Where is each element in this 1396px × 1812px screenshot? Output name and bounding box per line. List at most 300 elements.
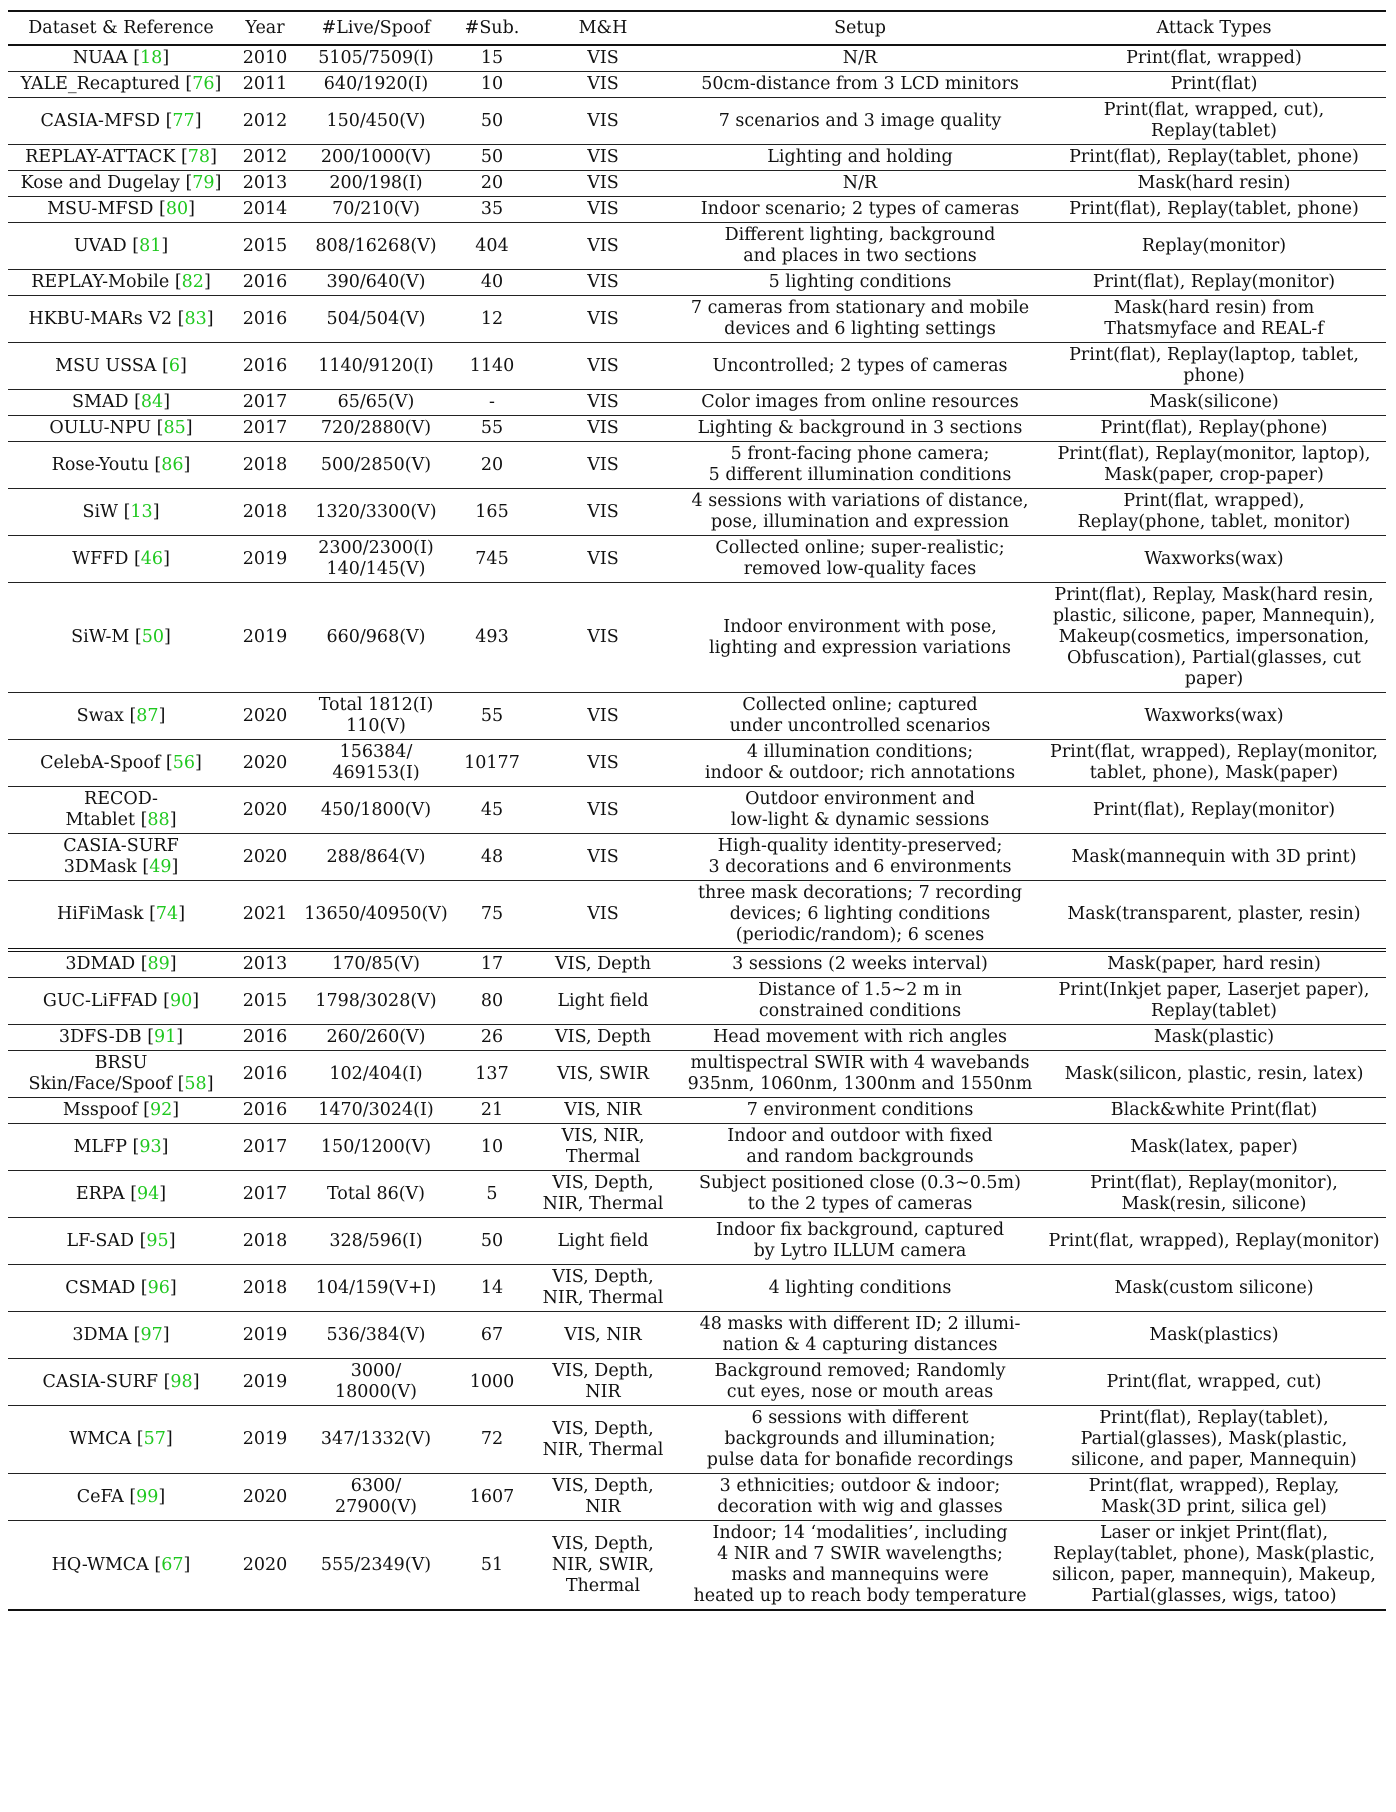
live-spoof-cell: 170/85(V) bbox=[296, 950, 456, 978]
setup-cell: 4 illumination conditions; indoor & outdoor; rich annotations bbox=[678, 740, 1042, 787]
table-row bbox=[8, 787, 1386, 834]
dataset-cell: NUAA [18] bbox=[8, 45, 234, 72]
citation-link[interactable]: 67 bbox=[161, 1554, 184, 1575]
attack-types-cell: Print(flat), Replay(phone) bbox=[1042, 416, 1386, 442]
setup-cell: Indoor and outdoor with fixed and random backgrounds bbox=[678, 1124, 1042, 1171]
citation-link[interactable]: 94 bbox=[137, 1183, 160, 1204]
modality-cell: VIS bbox=[528, 171, 678, 197]
table-row bbox=[8, 1406, 1386, 1474]
table-row bbox=[8, 834, 1386, 881]
attack-types-cell: Mask(silicone) bbox=[1042, 390, 1386, 416]
modality-cell: VIS, NIR bbox=[528, 1312, 678, 1359]
dataset-name: Rose-Youtu bbox=[51, 454, 149, 475]
dataset-name: CelebA-Spoof bbox=[40, 752, 161, 773]
dataset-name: CASIA-SURF 3DMask bbox=[63, 836, 179, 877]
table-row bbox=[8, 145, 1386, 171]
live-spoof-cell: 328/596(I) bbox=[296, 1218, 456, 1265]
modality-cell: VIS bbox=[528, 197, 678, 223]
header-subjects: #Sub. bbox=[456, 11, 528, 45]
table-row bbox=[8, 72, 1386, 98]
citation-link[interactable]: 58 bbox=[184, 1074, 207, 1094]
dataset-name: MLFP bbox=[73, 1136, 127, 1157]
dataset-cell: RECOD- Mtablet [88] bbox=[8, 787, 234, 834]
dataset-name: MSU-MFSD bbox=[47, 199, 154, 219]
modality-cell: VIS bbox=[528, 834, 678, 881]
attack-types-cell: Print(flat, wrapped) bbox=[1042, 45, 1386, 72]
dataset-name: YALE_Recaptured bbox=[20, 74, 180, 94]
live-spoof-cell: 536/384(V) bbox=[296, 1312, 456, 1359]
dataset-name: 3DFS-DB bbox=[58, 1027, 142, 1047]
modality-cell: VIS bbox=[528, 98, 678, 145]
dataset-name: NUAA bbox=[72, 48, 128, 68]
live-spoof-cell: 156384/ 469153(I) bbox=[296, 740, 456, 787]
citation-link[interactable]: 46 bbox=[140, 548, 164, 569]
dataset-cell: Kose and Dugelay [79] bbox=[8, 171, 234, 197]
modality-cell: VIS bbox=[528, 223, 678, 270]
citation-link[interactable]: 88 bbox=[147, 810, 170, 830]
table-row bbox=[8, 740, 1386, 787]
attack-types-cell: Print(flat), Replay(monitor) bbox=[1042, 787, 1386, 834]
dataset-name: SiW-M bbox=[71, 627, 130, 647]
dataset-cell: HiFiMask [74] bbox=[8, 881, 234, 951]
year-cell: 2013 bbox=[234, 950, 296, 978]
live-spoof-cell: 347/1332(V) bbox=[296, 1406, 456, 1474]
table-row bbox=[8, 693, 1386, 740]
citation-link[interactable]: 85 bbox=[163, 418, 186, 438]
setup-cell: Head movement with rich angles bbox=[678, 1025, 1042, 1051]
live-spoof-cell: 200/1000(V) bbox=[296, 145, 456, 171]
citation-link[interactable]: 13 bbox=[130, 501, 153, 522]
subjects-cell: 15 bbox=[456, 45, 528, 72]
table-row bbox=[8, 950, 1386, 978]
year-cell: 2020 bbox=[234, 693, 296, 740]
modality-cell: VIS, Depth, NIR, Thermal bbox=[528, 1171, 678, 1218]
table-row bbox=[8, 978, 1386, 1025]
dataset-cell: REPLAY-ATTACK [78] bbox=[8, 145, 234, 171]
attack-types-cell: Print(flat), Replay, Mask(hard resin, plastic, silicone, paper, Mannequin), Makeup(cosmetics, impersonation, Obfuscation), Partial(glasses, cut paper) bbox=[1042, 583, 1386, 693]
dataset-cell: 3DMA [97] bbox=[8, 1312, 234, 1359]
modality-cell: VIS bbox=[528, 583, 678, 693]
live-spoof-cell: 13650/40950(V) bbox=[296, 881, 456, 951]
live-spoof-cell: 150/450(V) bbox=[296, 98, 456, 145]
modality-cell: VIS, Depth bbox=[528, 1025, 678, 1051]
year-cell: 2018 bbox=[234, 1218, 296, 1265]
subjects-cell: 80 bbox=[456, 978, 528, 1025]
year-cell: 2019 bbox=[234, 1312, 296, 1359]
attack-types-cell: Mask(plastics) bbox=[1042, 1312, 1386, 1359]
live-spoof-cell: 3000/ 18000(V) bbox=[296, 1359, 456, 1406]
live-spoof-cell: 1140/9120(I) bbox=[296, 343, 456, 390]
year-cell: 2020 bbox=[234, 834, 296, 881]
year-cell: 2020 bbox=[234, 740, 296, 787]
multimodal-section bbox=[8, 950, 1386, 1610]
year-cell: 2016 bbox=[234, 343, 296, 390]
dataset-cell: CASIA-MFSD [77] bbox=[8, 98, 234, 145]
rgb-section bbox=[8, 45, 1386, 950]
citation-link[interactable]: 56 bbox=[172, 752, 196, 773]
table-row bbox=[8, 442, 1386, 489]
table-row bbox=[8, 197, 1386, 223]
subjects-cell: 48 bbox=[456, 834, 528, 881]
setup-cell: Indoor; 14 ‘modalities’, including 4 NIR and 7 SWIR wavelengths; masks and mannequins were heated up to reach body temperature bbox=[678, 1521, 1042, 1611]
setup-cell: 5 lighting conditions bbox=[678, 270, 1042, 296]
citation-link[interactable]: 74 bbox=[155, 904, 179, 924]
attack-types-cell: Mask(hard resin) bbox=[1042, 171, 1386, 197]
attack-types-cell: Black&white Print(flat) bbox=[1042, 1098, 1386, 1124]
table-row bbox=[8, 489, 1386, 536]
live-spoof-cell: 500/2850(V) bbox=[296, 442, 456, 489]
year-cell: 2019 bbox=[234, 536, 296, 583]
table-row bbox=[8, 1051, 1386, 1098]
setup-cell: 4 lighting conditions bbox=[678, 1265, 1042, 1312]
subjects-cell: 17 bbox=[456, 950, 528, 978]
table-row bbox=[8, 1265, 1386, 1312]
modality-cell: VIS, Depth, NIR, Thermal bbox=[528, 1406, 678, 1474]
header-attack-types: Attack Types bbox=[1042, 11, 1386, 45]
modality-cell: VIS bbox=[528, 343, 678, 390]
dataset-name: GUC-LiFFAD bbox=[42, 990, 158, 1011]
attack-types-cell: Print(flat), Replay(tablet, phone) bbox=[1042, 197, 1386, 223]
citation-link[interactable]: 76 bbox=[192, 74, 215, 94]
dataset-name: Msspoof bbox=[62, 1100, 138, 1120]
header-modality: M&H bbox=[528, 11, 678, 45]
attack-types-cell: Print(Inkjet paper, Laserjet paper), Replay(tablet) bbox=[1042, 978, 1386, 1025]
year-cell: 2020 bbox=[234, 1474, 296, 1521]
setup-cell: High-quality identity-preserved; 3 decorations and 6 environments bbox=[678, 834, 1042, 881]
setup-cell: 48 masks with different ID; 2 illumi- nation & 4 capturing distances bbox=[678, 1312, 1042, 1359]
dataset-name: HKBU-MARs V2 bbox=[28, 308, 173, 329]
table-row bbox=[8, 1521, 1386, 1611]
citation-link[interactable]: 92 bbox=[149, 1100, 173, 1120]
citation-link[interactable]: 96 bbox=[147, 1277, 170, 1298]
dataset-name: SMAD bbox=[71, 392, 129, 412]
dataset-cell: ERPA [94] bbox=[8, 1171, 234, 1218]
setup-cell: Indoor environment with pose, lighting and expression variations bbox=[678, 583, 1042, 693]
modality-cell: VIS bbox=[528, 442, 678, 489]
dataset-cell: CASIA-SURF 3DMask [49] bbox=[8, 834, 234, 881]
year-cell: 2015 bbox=[234, 978, 296, 1025]
table-row bbox=[8, 296, 1386, 343]
attack-types-cell: Print(flat), Replay(laptop, tablet, phone) bbox=[1042, 343, 1386, 390]
setup-cell: multispectral SWIR with 4 wavebands 935nm, 1060nm, 1300nm and 1550nm bbox=[678, 1051, 1042, 1098]
year-cell: 2016 bbox=[234, 1098, 296, 1124]
citation-link[interactable]: 78 bbox=[187, 147, 211, 167]
modality-cell: VIS, Depth bbox=[528, 950, 678, 978]
modality-cell: VIS, NIR bbox=[528, 1098, 678, 1124]
setup-cell: 7 scenarios and 3 image quality bbox=[678, 98, 1042, 145]
attack-types-cell: Mask(transparent, plaster, resin) bbox=[1042, 881, 1386, 951]
attack-types-cell: Print(flat), Replay(tablet, phone) bbox=[1042, 145, 1386, 171]
setup-cell: Lighting and holding bbox=[678, 145, 1042, 171]
live-spoof-cell: 390/640(V) bbox=[296, 270, 456, 296]
table-row bbox=[8, 270, 1386, 296]
live-spoof-cell: 1320/3300(V) bbox=[296, 489, 456, 536]
dataset-cell: HQ-WMCA [67] bbox=[8, 1521, 234, 1611]
live-spoof-cell: 104/159(V+I) bbox=[296, 1265, 456, 1312]
dataset-cell: BRSU Skin/Face/Spoof [58] bbox=[8, 1051, 234, 1098]
year-cell: 2017 bbox=[234, 390, 296, 416]
table-row bbox=[8, 1025, 1386, 1051]
table-row bbox=[8, 45, 1386, 72]
datasets-table bbox=[8, 10, 1386, 1611]
citation-link[interactable]: 89 bbox=[147, 954, 170, 974]
dataset-cell: REPLAY-Mobile [82] bbox=[8, 270, 234, 296]
dataset-cell: Swax [87] bbox=[8, 693, 234, 740]
attack-types-cell: Mask(hard resin) from Thatsmyface and REAL-f bbox=[1042, 296, 1386, 343]
attack-types-cell: Print(flat) bbox=[1042, 72, 1386, 98]
dataset-cell: Msspoof [92] bbox=[8, 1098, 234, 1124]
citation-link[interactable]: 6 bbox=[168, 355, 180, 376]
dataset-cell: CSMAD [96] bbox=[8, 1265, 234, 1312]
subjects-cell: 55 bbox=[456, 693, 528, 740]
citation-link[interactable]: 98 bbox=[170, 1371, 193, 1392]
live-spoof-cell: 555/2349(V) bbox=[296, 1521, 456, 1611]
setup-cell: 3 ethnicities; outdoor & indoor; decoration with wig and glasses bbox=[678, 1474, 1042, 1521]
citation-link[interactable]: 79 bbox=[192, 173, 215, 193]
setup-cell: 50cm-distance from 3 LCD minitors bbox=[678, 72, 1042, 98]
subjects-cell: 20 bbox=[456, 171, 528, 197]
citation-link[interactable]: 95 bbox=[146, 1230, 169, 1251]
subjects-cell: 493 bbox=[456, 583, 528, 693]
attack-types-cell: Mask(latex, paper) bbox=[1042, 1124, 1386, 1171]
modality-cell: VIS, NIR, Thermal bbox=[528, 1124, 678, 1171]
year-cell: 2018 bbox=[234, 442, 296, 489]
citation-link[interactable]: 91 bbox=[154, 1027, 177, 1047]
live-spoof-cell: 200/198(I) bbox=[296, 171, 456, 197]
attack-types-cell: Mask(custom silicone) bbox=[1042, 1265, 1386, 1312]
attack-types-cell: Print(flat, wrapped), Replay(phone, tablet, monitor) bbox=[1042, 489, 1386, 536]
dataset-cell: OULU-NPU [85] bbox=[8, 416, 234, 442]
subjects-cell: - bbox=[456, 390, 528, 416]
header-dataset: Dataset & Reference bbox=[8, 11, 234, 45]
subjects-cell: 745 bbox=[456, 536, 528, 583]
modality-cell: VIS, Depth, NIR, SWIR, Thermal bbox=[528, 1521, 678, 1611]
dataset-cell: SMAD [84] bbox=[8, 390, 234, 416]
attack-types-cell: Print(flat, wrapped, cut) bbox=[1042, 1359, 1386, 1406]
modality-cell: VIS, Depth, NIR bbox=[528, 1474, 678, 1521]
attack-types-cell: Replay(monitor) bbox=[1042, 223, 1386, 270]
citation-link[interactable]: 49 bbox=[149, 857, 172, 877]
year-cell: 2017 bbox=[234, 416, 296, 442]
setup-cell: Distance of 1.5∼2 m in constrained conditions bbox=[678, 978, 1042, 1025]
citation-link[interactable]: 57 bbox=[143, 1429, 166, 1449]
dataset-name: 3DMA bbox=[72, 1324, 129, 1345]
table-row bbox=[8, 1171, 1386, 1218]
modality-cell: VIS bbox=[528, 145, 678, 171]
subjects-cell: 1000 bbox=[456, 1359, 528, 1406]
setup-cell: 7 cameras from stationary and mobile devices and 6 lighting settings bbox=[678, 296, 1042, 343]
dataset-cell: 3DFS-DB [91] bbox=[8, 1025, 234, 1051]
live-spoof-cell: 808/16268(V) bbox=[296, 223, 456, 270]
dataset-name: CASIA-MFSD bbox=[40, 110, 161, 131]
dataset-cell: CASIA-SURF [98] bbox=[8, 1359, 234, 1406]
live-spoof-cell: 2300/2300(I) 140/145(V) bbox=[296, 536, 456, 583]
live-spoof-cell: 260/260(V) bbox=[296, 1025, 456, 1051]
setup-cell: N/R bbox=[678, 171, 1042, 197]
dataset-name: UVAD bbox=[73, 235, 127, 256]
setup-cell: Color images from online resources bbox=[678, 390, 1042, 416]
table-row bbox=[8, 390, 1386, 416]
citation-link[interactable]: 77 bbox=[172, 110, 195, 131]
attack-types-cell: Print(flat), Replay(monitor) bbox=[1042, 270, 1386, 296]
subjects-cell: 10 bbox=[456, 1124, 528, 1171]
dataset-name: 3DMAD bbox=[65, 954, 136, 974]
subjects-cell: 50 bbox=[456, 98, 528, 145]
dataset-cell: GUC-LiFFAD [90] bbox=[8, 978, 234, 1025]
attack-types-cell: Mask(paper, hard resin) bbox=[1042, 950, 1386, 978]
setup-cell: 5 front-facing phone camera; 5 different illumination conditions bbox=[678, 442, 1042, 489]
modality-cell: VIS bbox=[528, 536, 678, 583]
live-spoof-cell: 720/2880(V) bbox=[296, 416, 456, 442]
attack-types-cell: Laser or inkjet Print(flat), Replay(tablet, phone), Mask(plastic, silicon, paper, mannequin), Makeup, Partial(glasses, wigs, tatoo) bbox=[1042, 1521, 1386, 1611]
setup-cell: 6 sessions with different backgrounds and illumination; pulse data for bonafide recordings bbox=[678, 1406, 1042, 1474]
dataset-cell: LF-SAD [95] bbox=[8, 1218, 234, 1265]
subjects-cell: 1607 bbox=[456, 1474, 528, 1521]
subjects-cell: 45 bbox=[456, 787, 528, 834]
attack-types-cell: Print(flat), Replay(monitor), Mask(resin, silicone) bbox=[1042, 1171, 1386, 1218]
dataset-name: WMCA bbox=[69, 1429, 132, 1449]
dataset-name: HiFiMask bbox=[56, 904, 144, 924]
modality-cell: VIS, SWIR bbox=[528, 1051, 678, 1098]
table-row bbox=[8, 343, 1386, 390]
subjects-cell: 50 bbox=[456, 145, 528, 171]
dataset-name: SiW bbox=[82, 501, 119, 522]
dataset-name: WFFD bbox=[72, 548, 129, 569]
header-setup: Setup bbox=[678, 11, 1042, 45]
dataset-cell: MSU USSA [6] bbox=[8, 343, 234, 390]
dataset-name: LF-SAD bbox=[66, 1230, 135, 1251]
subjects-cell: 51 bbox=[456, 1521, 528, 1611]
header-year: Year bbox=[234, 11, 296, 45]
live-spoof-cell: 660/968(V) bbox=[296, 583, 456, 693]
year-cell: 2015 bbox=[234, 223, 296, 270]
setup-cell: N/R bbox=[678, 45, 1042, 72]
year-cell: 2016 bbox=[234, 296, 296, 343]
setup-cell: Background removed; Randomly cut eyes, nose or mouth areas bbox=[678, 1359, 1042, 1406]
dataset-name: Swax bbox=[76, 705, 124, 726]
citation-link[interactable]: 80 bbox=[165, 199, 189, 219]
modality-cell: VIS bbox=[528, 787, 678, 834]
subjects-cell: 40 bbox=[456, 270, 528, 296]
year-cell: 2018 bbox=[234, 489, 296, 536]
dataset-name: CSMAD bbox=[65, 1277, 136, 1298]
modality-cell: VIS, Depth, NIR bbox=[528, 1359, 678, 1406]
live-spoof-cell: Total 1812(I) 110(V) bbox=[296, 693, 456, 740]
dataset-cell: CelebA-Spoof [56] bbox=[8, 740, 234, 787]
modality-cell: VIS bbox=[528, 881, 678, 951]
table-row bbox=[8, 223, 1386, 270]
dataset-name: Kose and Dugelay bbox=[20, 173, 180, 193]
year-cell: 2017 bbox=[234, 1124, 296, 1171]
header-row bbox=[8, 11, 1386, 45]
live-spoof-cell: 70/210(V) bbox=[296, 197, 456, 223]
year-cell: 2021 bbox=[234, 881, 296, 951]
dataset-cell: MSU-MFSD [80] bbox=[8, 197, 234, 223]
setup-cell: Indoor scenario; 2 types of cameras bbox=[678, 197, 1042, 223]
table-row bbox=[8, 98, 1386, 145]
setup-cell: Outdoor environment and low-light & dynamic sessions bbox=[678, 787, 1042, 834]
table-row bbox=[8, 416, 1386, 442]
table-row bbox=[8, 1359, 1386, 1406]
live-spoof-cell: 65/65(V) bbox=[296, 390, 456, 416]
subjects-cell: 10 bbox=[456, 72, 528, 98]
setup-cell: Collected online; super-realistic; removed low-quality faces bbox=[678, 536, 1042, 583]
dataset-name: HQ-WMCA bbox=[51, 1554, 149, 1575]
year-cell: 2016 bbox=[234, 1051, 296, 1098]
setup-cell: three mask decorations; 7 recording devices; 6 lighting conditions (periodic/random); 6 scenes bbox=[678, 881, 1042, 951]
table-row bbox=[8, 1098, 1386, 1124]
dataset-name: REPLAY-Mobile bbox=[31, 272, 170, 292]
dataset-name: CASIA-SURF bbox=[42, 1371, 159, 1392]
setup-cell: Subject positioned close (0.3∼0.5m) to the 2 types of cameras bbox=[678, 1171, 1042, 1218]
subjects-cell: 55 bbox=[456, 416, 528, 442]
setup-cell: 3 sessions (2 weeks interval) bbox=[678, 950, 1042, 978]
citation-link[interactable]: 84 bbox=[140, 392, 164, 412]
citation-link[interactable]: 81 bbox=[139, 235, 162, 256]
attack-types-cell: Waxworks(wax) bbox=[1042, 536, 1386, 583]
setup-cell: Indoor fix background, captured by Lytro ILLUM camera bbox=[678, 1218, 1042, 1265]
modality-cell: VIS bbox=[528, 45, 678, 72]
subjects-cell: 35 bbox=[456, 197, 528, 223]
attack-types-cell: Mask(mannequin with 3D print) bbox=[1042, 834, 1386, 881]
live-spoof-cell: 150/1200(V) bbox=[296, 1124, 456, 1171]
year-cell: 2019 bbox=[234, 1359, 296, 1406]
setup-cell: Different lighting, background and places in two sections bbox=[678, 223, 1042, 270]
citation-link[interactable]: 99 bbox=[136, 1486, 159, 1507]
header-live-spoof: #Live/Spoof bbox=[296, 11, 456, 45]
subjects-cell: 1140 bbox=[456, 343, 528, 390]
citation-link[interactable]: 93 bbox=[139, 1136, 162, 1157]
table-row bbox=[8, 536, 1386, 583]
citation-link[interactable]: 97 bbox=[140, 1324, 163, 1345]
citation-link[interactable]: 50 bbox=[141, 627, 164, 647]
subjects-cell: 50 bbox=[456, 1218, 528, 1265]
modality-cell: VIS bbox=[528, 489, 678, 536]
dataset-cell: WFFD [46] bbox=[8, 536, 234, 583]
citation-link[interactable]: 18 bbox=[140, 48, 163, 68]
attack-types-cell: Mask(silicon, plastic, resin, latex) bbox=[1042, 1051, 1386, 1098]
dataset-cell: UVAD [81] bbox=[8, 223, 234, 270]
subjects-cell: 67 bbox=[456, 1312, 528, 1359]
attack-types-cell: Print(flat, wrapped), Replay(monitor, tablet, phone), Mask(paper) bbox=[1042, 740, 1386, 787]
live-spoof-cell: 1798/3028(V) bbox=[296, 978, 456, 1025]
dataset-cell: MLFP [93] bbox=[8, 1124, 234, 1171]
modality-cell: VIS bbox=[528, 296, 678, 343]
dataset-cell: WMCA [57] bbox=[8, 1406, 234, 1474]
year-cell: 2020 bbox=[234, 1521, 296, 1611]
subjects-cell: 12 bbox=[456, 296, 528, 343]
dataset-cell: Rose-Youtu [86] bbox=[8, 442, 234, 489]
subjects-cell: 14 bbox=[456, 1265, 528, 1312]
live-spoof-cell: 450/1800(V) bbox=[296, 787, 456, 834]
modality-cell: VIS bbox=[528, 416, 678, 442]
dataset-name: OULU-NPU bbox=[49, 418, 152, 438]
modality-cell: VIS bbox=[528, 390, 678, 416]
citation-link[interactable]: 87 bbox=[136, 705, 159, 726]
live-spoof-cell: 102/404(I) bbox=[296, 1051, 456, 1098]
citation-link[interactable]: 90 bbox=[169, 990, 193, 1011]
citation-link[interactable]: 86 bbox=[161, 454, 184, 475]
subjects-cell: 20 bbox=[456, 442, 528, 489]
attack-types-cell: Print(flat, wrapped), Replay(monitor) bbox=[1042, 1218, 1386, 1265]
citation-link[interactable]: 82 bbox=[181, 272, 204, 292]
dataset-name: MSU USSA bbox=[55, 355, 157, 376]
live-spoof-cell: 1470/3024(I) bbox=[296, 1098, 456, 1124]
subjects-cell: 72 bbox=[456, 1406, 528, 1474]
modality-cell: VIS bbox=[528, 693, 678, 740]
citation-link[interactable]: 83 bbox=[184, 308, 207, 329]
attack-types-cell: Print(flat, wrapped), Replay, Mask(3D print, silica gel) bbox=[1042, 1474, 1386, 1521]
